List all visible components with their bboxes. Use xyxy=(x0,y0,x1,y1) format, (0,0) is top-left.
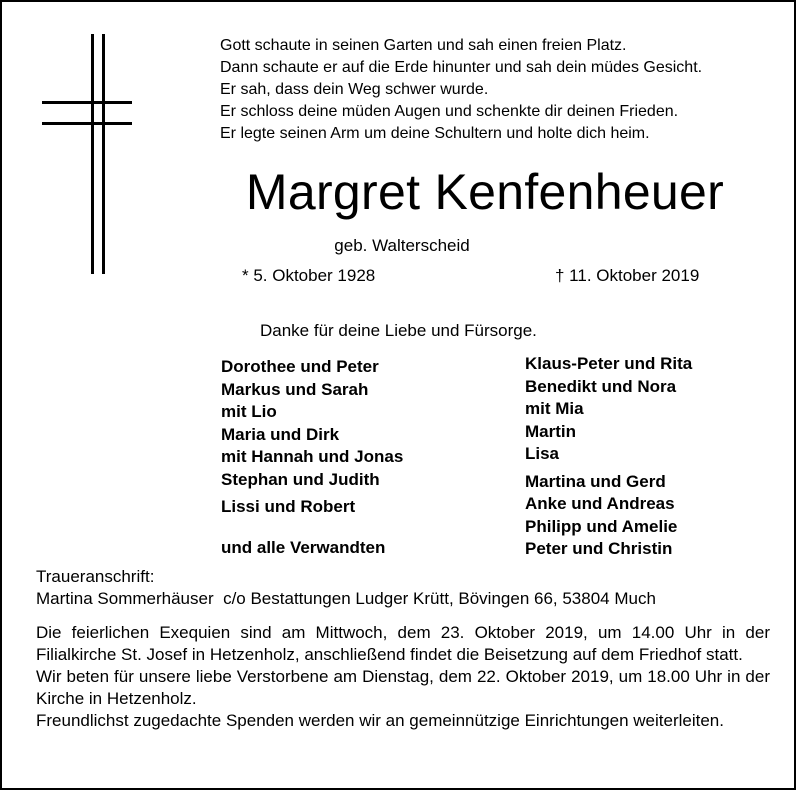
death-date: † 11. Oktober 2019 xyxy=(555,266,700,285)
mourner-name: Anke und Andreas xyxy=(525,494,675,513)
notice-paragraph: Wir beten für unsere liebe Verstorbene am Dienstag, dem 22. Oktober 2019, um 18.00 Uhr in der Kirche in Hetzenholz. xyxy=(36,667,770,708)
poem-line: Dann schaute er auf die Erde hinunter und sah dein müdes Gesicht. xyxy=(220,59,703,76)
mourner-name: Lissi und Robert xyxy=(221,497,356,516)
mourner-name: Martina und Gerd xyxy=(525,471,666,491)
mourning-address xyxy=(36,566,656,610)
funeral-notice xyxy=(36,622,770,732)
mourner-name: mit Lio xyxy=(221,402,277,421)
mourner-name: Peter und Christin xyxy=(525,539,673,558)
mourner-name: Maria und Dirk xyxy=(221,424,340,444)
thanks-line: Danke für deine Liebe und Fürsorge. xyxy=(260,321,537,340)
notice-paragraph: Freundlichst zugedachte Spenden werden wir an gemeinnützige Einrichtungen weiterleiten. xyxy=(36,711,724,730)
mourners-right-column xyxy=(525,353,692,561)
address-line: Martina Sommerhäuser c/o Bestattungen Ludger Krütt, Bövingen 66, 53804 Much xyxy=(36,589,656,608)
mourner-name: Benedikt und Nora xyxy=(525,376,677,396)
mourner-name: Philipp und Amelie xyxy=(525,516,678,536)
poem-line: Er legte seinen Arm um deine Schultern und holte dich heim. xyxy=(220,125,650,142)
mourner-name: und alle Verwandten xyxy=(221,537,386,557)
deceased-name: Margret Kenfenheuer xyxy=(245,164,725,220)
notice-paragraph: Die feierlichen Exequien sind am Mittwoch, dem 23. Oktober 2019, um 14.00 Uhr in der Filialkirche St. Josef in Hetzenholz, anschließend findet die Beisetzung auf dem Friedhof statt. xyxy=(36,623,770,664)
mourner-name: Dorothee und Peter xyxy=(221,357,379,376)
poem-line: Er schloss deine müden Augen und schenkte dir deinen Frieden. xyxy=(220,103,679,120)
birth-date: * 5. Oktober 1928 xyxy=(242,266,376,285)
mourner-name: Stephan und Judith xyxy=(221,469,380,489)
poem xyxy=(220,35,702,145)
mourners-left-column xyxy=(221,356,403,559)
address-label: Traueranschrift: xyxy=(36,567,155,586)
mourner-name: Lisa xyxy=(525,444,560,463)
poem-line: Gott schaute in seinen Garten und sah einen freien Platz. xyxy=(220,37,627,54)
maiden-name: geb. Walterscheid xyxy=(334,236,470,255)
mourner-name: Klaus-Peter und Rita xyxy=(525,354,693,373)
mourner-name: Markus und Sarah xyxy=(221,379,369,399)
mourner-name: mit Hannah und Jonas xyxy=(221,447,404,466)
mourner-name: mit Mia xyxy=(525,399,584,418)
poem-line: Er sah, dass dein Weg schwer wurde. xyxy=(220,81,489,98)
mourner-name: Martin xyxy=(525,421,576,441)
